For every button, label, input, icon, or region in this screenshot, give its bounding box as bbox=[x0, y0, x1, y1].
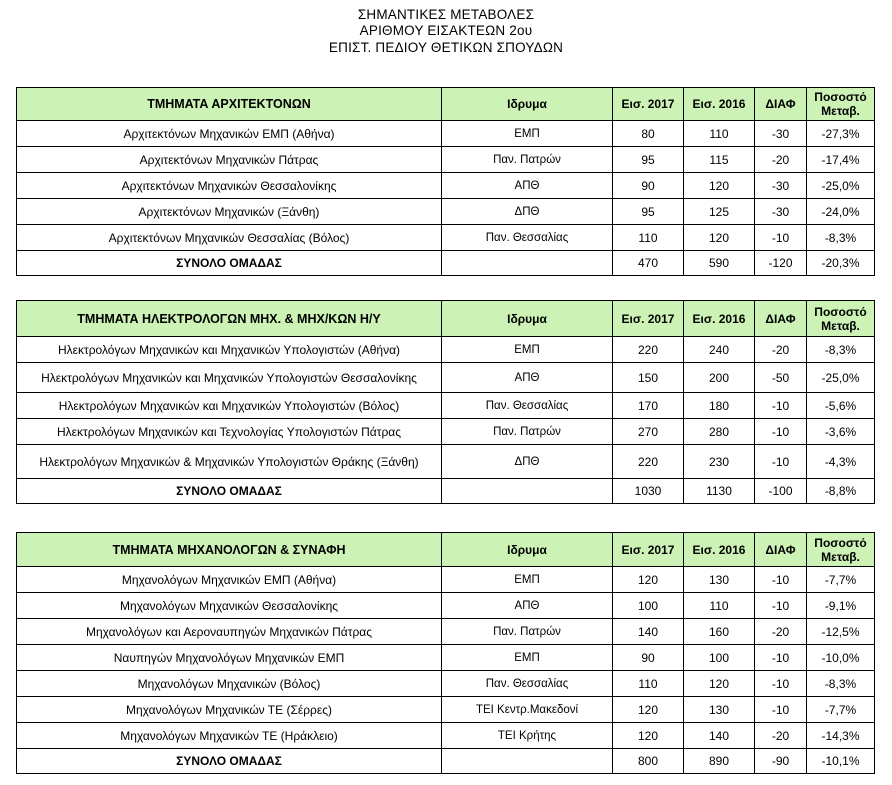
department-name: Μηχανολόγων Μηχανικών ΤΕ (Ηράκλειο) bbox=[17, 723, 442, 749]
group-title: ΤΜΗΜΑΤΑ ΗΛΕΚΤΡΟΛΟΓΩΝ ΜΗΧ. & ΜΗΧ/ΚΩΝ Η/Υ bbox=[17, 301, 442, 337]
column-header-2016: Εισ. 2016 bbox=[684, 88, 755, 121]
admissions-2017-cell: 150 bbox=[613, 363, 684, 393]
department-name: Μηχανολόγων και Αεροναυπηγών Μηχανικών Πάτρας bbox=[17, 619, 442, 645]
institution-cell: ΑΠΘ bbox=[442, 363, 613, 393]
admissions-2017-cell: 95 bbox=[613, 199, 684, 225]
table-row bbox=[17, 173, 875, 199]
column-header-institution: Ιδρυμα bbox=[442, 533, 613, 567]
difference-cell: -10 bbox=[755, 393, 807, 419]
institution-cell: ΔΠΘ bbox=[442, 445, 613, 479]
heading-line-3: ΕΠΙΣΤ. ΠΕΔΙΟΥ ΘΕΤΙΚΩΝ ΣΠΟΥΔΩΝ bbox=[328, 40, 564, 55]
percent-change-cell: -7,7% bbox=[807, 697, 875, 723]
total-institution-cell bbox=[442, 479, 613, 504]
admissions-2016-cell: 110 bbox=[684, 593, 755, 619]
difference-cell: -10 bbox=[755, 567, 807, 593]
admissions-2016-cell: 230 bbox=[684, 445, 755, 479]
total-2016-cell: 1130 bbox=[684, 479, 755, 504]
total-percent-cell: -20,3% bbox=[807, 251, 875, 276]
department-name: Ηλεκτρολόγων Μηχανικών & Μηχανικών Υπολογιστών Θράκης (Ξάνθη) bbox=[17, 445, 442, 479]
table-row bbox=[17, 199, 875, 225]
institution-cell: ΔΠΘ bbox=[442, 199, 613, 225]
total-row bbox=[17, 749, 875, 774]
admissions-2016-cell: 110 bbox=[684, 121, 755, 147]
column-header-2017: Εισ. 2017 bbox=[613, 88, 684, 121]
admissions-2016-cell: 115 bbox=[684, 147, 755, 173]
column-header-2016: Εισ. 2016 bbox=[684, 301, 755, 337]
department-name: Ναυπηγών Μηχανολόγων Μηχανικών ΕΜΠ bbox=[17, 645, 442, 671]
difference-cell: -20 bbox=[755, 619, 807, 645]
total-difference-cell: -120 bbox=[755, 251, 807, 276]
difference-cell: -20 bbox=[755, 723, 807, 749]
percent-change-cell: -25,0% bbox=[807, 173, 875, 199]
column-header-diff: ΔΙΑΦ bbox=[755, 88, 807, 121]
institution-cell: ΤΕΙ Κρήτης bbox=[442, 723, 613, 749]
difference-cell: -10 bbox=[755, 593, 807, 619]
percent-change-cell: -12,5% bbox=[807, 619, 875, 645]
total-percent-cell: -10,1% bbox=[807, 749, 875, 774]
institution-cell: Παν. Θεσσαλίας bbox=[442, 393, 613, 419]
table-row bbox=[17, 645, 875, 671]
total-difference-cell: -100 bbox=[755, 479, 807, 504]
table-row bbox=[17, 363, 875, 393]
column-header-2017: Εισ. 2017 bbox=[613, 301, 684, 337]
difference-cell: -20 bbox=[755, 147, 807, 173]
table-row bbox=[17, 337, 875, 363]
column-header-2016: Εισ. 2016 bbox=[684, 533, 755, 567]
percent-change-cell: -24,0% bbox=[807, 199, 875, 225]
percent-change-cell: -3,6% bbox=[807, 419, 875, 445]
difference-cell: -10 bbox=[755, 671, 807, 697]
admissions-2016-cell: 120 bbox=[684, 225, 755, 251]
total-institution-cell bbox=[442, 251, 613, 276]
table-row bbox=[17, 619, 875, 645]
column-header-institution: Ιδρυμα bbox=[442, 301, 613, 337]
table-header-row bbox=[17, 88, 875, 121]
total-2017-cell: 1030 bbox=[613, 479, 684, 504]
department-name: Μηχανολόγων Μηχανικών (Βόλος) bbox=[17, 671, 442, 697]
department-name: Ηλεκτρολόγων Μηχανικών και Τεχνολογίας Υπολογιστών Πάτρας bbox=[17, 419, 442, 445]
difference-cell: -30 bbox=[755, 173, 807, 199]
admissions-2017-cell: 270 bbox=[613, 419, 684, 445]
institution-cell: ΤΕΙ Κεντρ.Μακεδονί bbox=[442, 697, 613, 723]
total-label: ΣΥΝΟΛΟ ΟΜΑΔΑΣ bbox=[17, 251, 442, 276]
percent-change-cell: -8,3% bbox=[807, 337, 875, 363]
heading-line-2: ΑΡΙΘΜΟΥ ΕΙΣΑΚΤΕΩΝ 2ου bbox=[359, 23, 533, 38]
admissions-2016-cell: 240 bbox=[684, 337, 755, 363]
column-header-pct: Ποσοστό Μεταβ. bbox=[807, 301, 875, 337]
department-name: Αρχιτεκτόνων Μηχανικών (Ξάνθη) bbox=[17, 199, 442, 225]
percent-change-cell: -7,7% bbox=[807, 567, 875, 593]
department-name: Ηλεκτρολόγων Μηχανικών και Μηχανικών Υπολογιστών Θεσσαλονίκης bbox=[17, 363, 442, 393]
table-row bbox=[17, 723, 875, 749]
percent-change-cell: -10,0% bbox=[807, 645, 875, 671]
column-header-2017: Εισ. 2017 bbox=[613, 533, 684, 567]
table-row bbox=[17, 593, 875, 619]
difference-cell: -50 bbox=[755, 363, 807, 393]
difference-cell: -30 bbox=[755, 121, 807, 147]
column-header-diff: ΔΙΑΦ bbox=[755, 301, 807, 337]
table-row bbox=[17, 671, 875, 697]
department-name: Αρχιτεκτόνων Μηχανικών ΕΜΠ (Αθήνα) bbox=[17, 121, 442, 147]
total-2016-cell: 890 bbox=[684, 749, 755, 774]
percent-change-cell: -5,6% bbox=[807, 393, 875, 419]
group-table bbox=[16, 87, 875, 276]
column-header-pct: Ποσοστό Μεταβ. bbox=[807, 88, 875, 121]
table-row bbox=[17, 445, 875, 479]
group-title: ΤΜΗΜΑΤΑ ΜΗΧΑΝΟΛΟΓΩΝ & ΣΥΝΑΦΗ bbox=[17, 533, 442, 567]
percent-change-cell: -27,3% bbox=[807, 121, 875, 147]
total-institution-cell bbox=[442, 749, 613, 774]
institution-cell: Παν. Πατρών bbox=[442, 147, 613, 173]
difference-cell: -30 bbox=[755, 199, 807, 225]
difference-cell: -10 bbox=[755, 645, 807, 671]
table-row bbox=[17, 225, 875, 251]
column-header-diff: ΔΙΑΦ bbox=[755, 533, 807, 567]
percent-change-cell: -8,3% bbox=[807, 671, 875, 697]
department-name: Ηλεκτρολόγων Μηχανικών και Μηχανικών Υπολογιστών (Βόλος) bbox=[17, 393, 442, 419]
institution-cell: ΕΜΠ bbox=[442, 337, 613, 363]
difference-cell: -10 bbox=[755, 445, 807, 479]
table-row bbox=[17, 393, 875, 419]
table-row bbox=[17, 567, 875, 593]
institution-cell: Παν. Πατρών bbox=[442, 619, 613, 645]
admissions-2016-cell: 130 bbox=[684, 697, 755, 723]
table-row bbox=[17, 697, 875, 723]
total-row bbox=[17, 251, 875, 276]
institution-cell: ΕΜΠ bbox=[442, 121, 613, 147]
admissions-2016-cell: 280 bbox=[684, 419, 755, 445]
admissions-2016-cell: 125 bbox=[684, 199, 755, 225]
total-2016-cell: 590 bbox=[684, 251, 755, 276]
table-row bbox=[17, 147, 875, 173]
admissions-2017-cell: 90 bbox=[613, 173, 684, 199]
percent-change-cell: -14,3% bbox=[807, 723, 875, 749]
institution-cell: ΕΜΠ bbox=[442, 567, 613, 593]
table-row bbox=[17, 121, 875, 147]
department-name: Μηχανολόγων Μηχανικών Θεσσαλονίκης bbox=[17, 593, 442, 619]
admissions-2016-cell: 120 bbox=[684, 173, 755, 199]
admissions-2017-cell: 100 bbox=[613, 593, 684, 619]
group-table bbox=[16, 532, 875, 774]
institution-cell: ΑΠΘ bbox=[442, 593, 613, 619]
admissions-2016-cell: 180 bbox=[684, 393, 755, 419]
admissions-2017-cell: 110 bbox=[613, 225, 684, 251]
difference-cell: -10 bbox=[755, 225, 807, 251]
department-name: Μηχανολόγων Μηχανικών ΤΕ (Σέρρες) bbox=[17, 697, 442, 723]
total-2017-cell: 800 bbox=[613, 749, 684, 774]
admissions-2016-cell: 130 bbox=[684, 567, 755, 593]
difference-cell: -20 bbox=[755, 337, 807, 363]
admissions-2017-cell: 90 bbox=[613, 645, 684, 671]
department-name: Αρχιτεκτόνων Μηχανικών Πάτρας bbox=[17, 147, 442, 173]
institution-cell: ΕΜΠ bbox=[442, 645, 613, 671]
admissions-2016-cell: 200 bbox=[684, 363, 755, 393]
department-name: Μηχανολόγων Μηχανικών ΕΜΠ (Αθήνα) bbox=[17, 567, 442, 593]
column-header-pct: Ποσοστό Μεταβ. bbox=[807, 533, 875, 567]
admissions-2017-cell: 120 bbox=[613, 697, 684, 723]
admissions-2017-cell: 120 bbox=[613, 723, 684, 749]
total-row bbox=[17, 479, 875, 504]
admissions-2016-cell: 120 bbox=[684, 671, 755, 697]
admissions-2017-cell: 220 bbox=[613, 445, 684, 479]
total-difference-cell: -90 bbox=[755, 749, 807, 774]
admissions-2016-cell: 100 bbox=[684, 645, 755, 671]
admissions-2017-cell: 220 bbox=[613, 337, 684, 363]
difference-cell: -10 bbox=[755, 697, 807, 723]
group-title: ΤΜΗΜΑΤΑ ΑΡΧΙΤΕΚΤΟΝΩΝ bbox=[17, 88, 442, 121]
percent-change-cell: -8,3% bbox=[807, 225, 875, 251]
department-name: Ηλεκτρολόγων Μηχανικών και Μηχανικών Υπολογιστών (Αθήνα) bbox=[17, 337, 442, 363]
institution-cell: Παν. Θεσσαλίας bbox=[442, 225, 613, 251]
admissions-2017-cell: 80 bbox=[613, 121, 684, 147]
admissions-2017-cell: 170 bbox=[613, 393, 684, 419]
total-label: ΣΥΝΟΛΟ ΟΜΑΔΑΣ bbox=[17, 749, 442, 774]
table-header-row bbox=[17, 301, 875, 337]
percent-change-cell: -17,4% bbox=[807, 147, 875, 173]
percent-change-cell: -25,0% bbox=[807, 363, 875, 393]
table-row bbox=[17, 419, 875, 445]
admissions-2017-cell: 95 bbox=[613, 147, 684, 173]
admissions-2017-cell: 140 bbox=[613, 619, 684, 645]
institution-cell: ΑΠΘ bbox=[442, 173, 613, 199]
difference-cell: -10 bbox=[755, 419, 807, 445]
department-name: Αρχιτεκτόνων Μηχανικών Θεσσαλονίκης bbox=[17, 173, 442, 199]
admissions-2016-cell: 140 bbox=[684, 723, 755, 749]
institution-cell: Παν. Θεσσαλίας bbox=[442, 671, 613, 697]
admissions-2016-cell: 160 bbox=[684, 619, 755, 645]
column-header-institution: Ιδρυμα bbox=[442, 88, 613, 121]
total-2017-cell: 470 bbox=[613, 251, 684, 276]
table-header-row bbox=[17, 533, 875, 567]
institution-cell: Παν. Πατρών bbox=[442, 419, 613, 445]
admissions-2017-cell: 110 bbox=[613, 671, 684, 697]
department-name: Αρχιτεκτόνων Μηχανικών Θεσσαλίας (Βόλος) bbox=[17, 225, 442, 251]
total-percent-cell: -8,8% bbox=[807, 479, 875, 504]
percent-change-cell: -9,1% bbox=[807, 593, 875, 619]
admissions-2017-cell: 120 bbox=[613, 567, 684, 593]
total-label: ΣΥΝΟΛΟ ΟΜΑΔΑΣ bbox=[17, 479, 442, 504]
group-table bbox=[16, 300, 875, 504]
percent-change-cell: -4,3% bbox=[807, 445, 875, 479]
heading-line-1: ΣΗΜΑΝΤΙΚΕΣ ΜΕΤΑΒΟΛΕΣ bbox=[357, 7, 535, 22]
